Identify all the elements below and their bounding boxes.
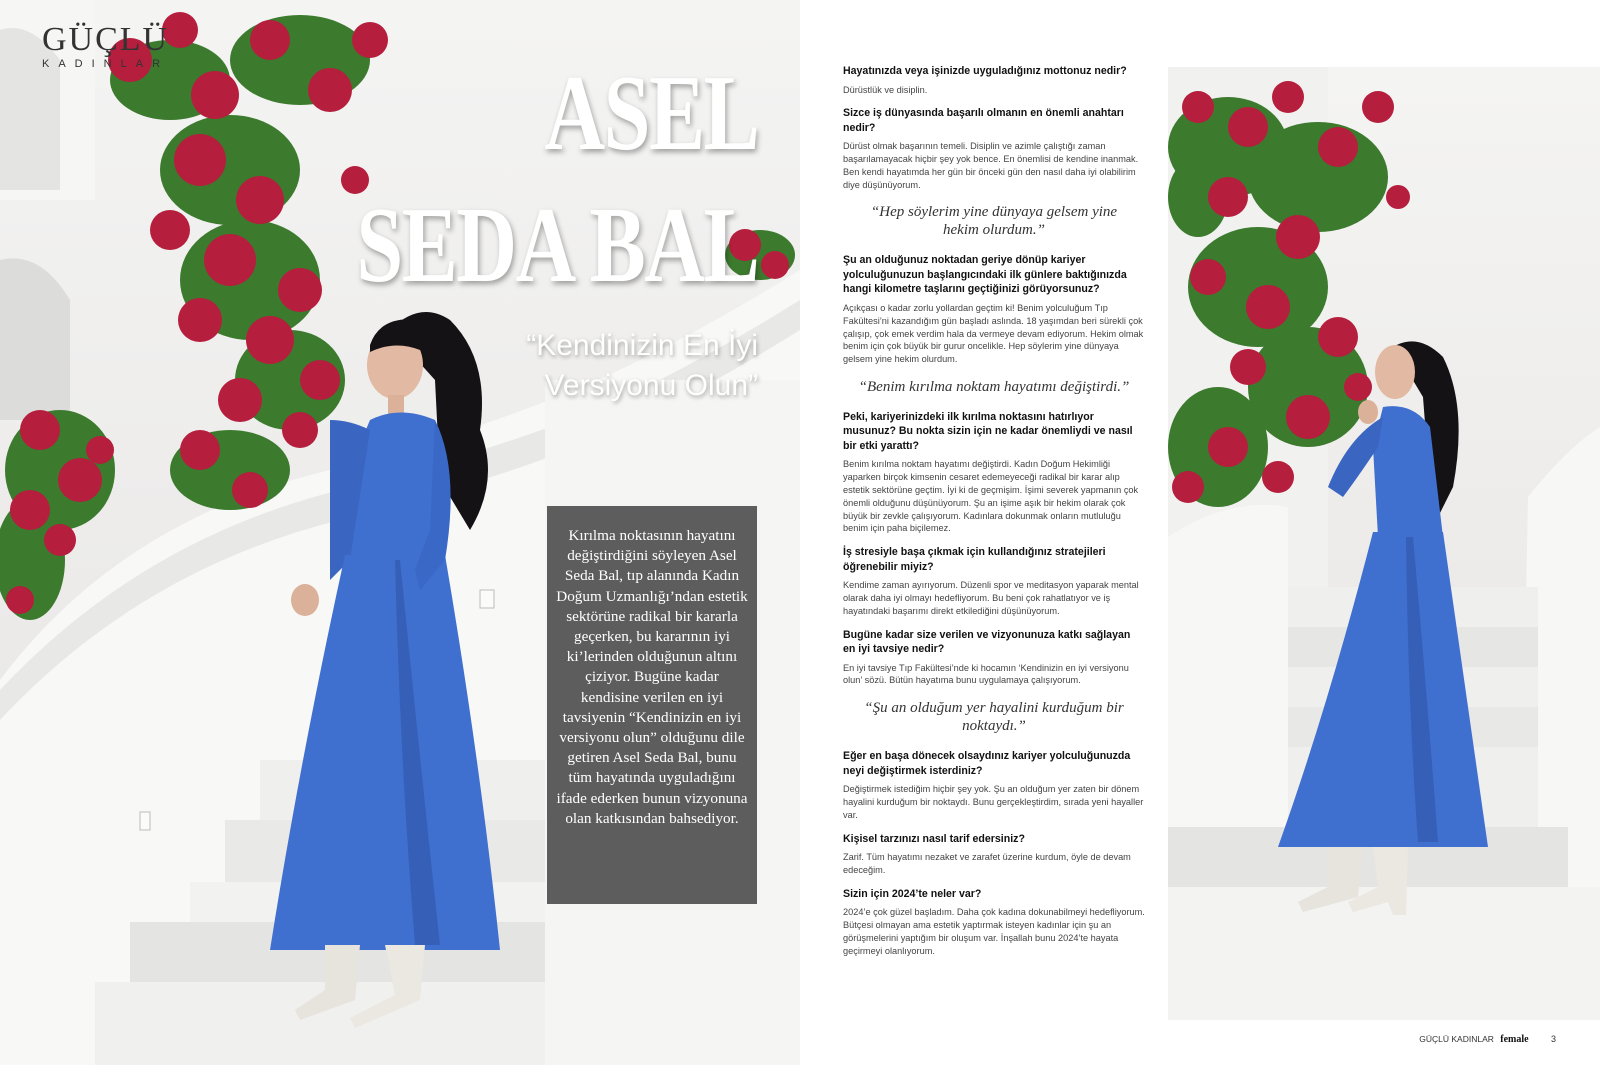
intro-box: Kırılma noktasının hayatını değiştirdiğini söyleyen Asel Seda Bal, tıp alanında Kadın Doğum Uzmanlığı’ndan estetik sektörüne radikal bir kararla geçerken, bu kararının iyi ki’lerinden olduğunun altını çiziyor. Bugüne kadar kendisine verilen en iyi tavsiyenin “Kendinizin en iyi versiyonu olun” olduğunu dile getiren Asel Seda Bal, bunu tüm hayatında uyguladığını ifade ederken bunun vizyonuna olan katkısından bahsediyor. xyxy=(547,506,757,904)
qa-block xyxy=(843,64,1145,96)
page-footer xyxy=(1419,1034,1556,1045)
answer: Zarif. Tüm hayatımı nezaket ve zarafet üzerine kurdum, öyle de devam edeceğim. xyxy=(843,852,1131,875)
logo-line2: KADINLAR xyxy=(42,58,170,70)
feature-title xyxy=(356,48,758,312)
question: Eğer en başa dönecek olsaydınız kariyer yolculuğunuzda neyi değiştirmek isterdiniz? xyxy=(843,750,1131,777)
feature-subtitle: “Kendinizin En İyi Versiyonu Olun” xyxy=(526,329,758,402)
question: İş stresiyle başa çıkmak için kullandığınız stratejileri öğrenebilir miyiz? xyxy=(843,546,1106,573)
footer-magazine: GÜÇLÜ KADINLAR xyxy=(1419,1034,1494,1044)
qa-block xyxy=(843,749,1145,821)
qa-block xyxy=(843,887,1145,958)
question: Şu an olduğunuz noktadan geriye dönüp kariyer yolculuğunuzun başlangıcındaki ilk günlere baktığınızda hangi kilometre taşlarını geçtiğinizi görüyorsunuz? xyxy=(843,254,1127,296)
page-number: 3 xyxy=(1550,1034,1556,1044)
answer: 2024’e çok güzel başladım. Daha çok kadına dokunabilmeyi hedefliyorum. Bütçesi olmayan ama estetik yaptırmak isteyen kadınlar için şu an görüşmelerini yaptığım bir oluşum var. İnşallah bunu 2024’te hayata geçirmeyi olanlıyorum. xyxy=(843,907,1145,956)
title-line2: SEDA BAL xyxy=(356,186,758,305)
qa-block xyxy=(843,545,1145,617)
question: Hayatınızda veya işinizde uyguladığınız mottonuz nedir? xyxy=(843,65,1127,77)
answer: En iyi tavsiye Tıp Fakültesi’nde ki hocamın ‘Kendinizin en iyi versiyonu olun’ sözü. Bütün hayatıma bunu uygulamaya çalışıyorum. xyxy=(843,662,1129,686)
question: Sizce iş dünyasında başarılı olmanın en önemli anahtarı nedir? xyxy=(843,107,1124,134)
qa-block xyxy=(843,832,1145,877)
pull-quote: “Hep söylerim yine dünyaya gelsem yine hekim olurdum.” xyxy=(870,204,1118,239)
answer: Değiştirmek istediğim hiçbir şey yok. Şu an olduğum yer zaten bir dönem hayalini kurduğum bir noktaydı. Bunu gerçekleştirdim, sırada yeni hayaller var. xyxy=(843,784,1144,820)
qa-block xyxy=(843,253,1145,365)
answer: Açıkçası o kadar zorlu yollardan geçtim ki! Benim yolculuğum Tıp Fakültesi’ni kazandığım gün başladı aslında. 18 yaşımdan beri sürekli çok çalışıp, çok emek verdim hala da vermeye devam ediyorum. Hekim olmak benim için çok büyük bir gurur onceliklе. Hep söylerim yine dünyaya gelsem yine hekim olurdum. xyxy=(843,302,1144,365)
qa-block xyxy=(843,410,1145,535)
answer: Dürüstlük ve disiplin. xyxy=(843,84,928,95)
interview-column xyxy=(843,64,1145,967)
qa-block xyxy=(843,628,1145,688)
footer-brand: female xyxy=(1500,1034,1529,1045)
answer: Kendime zaman ayırıyorum. Düzenli spor ve meditasyon yaparak mental olarak daha iyi olmayı hedefliyorum. Bu beni çok rahatlatıyor ve iş hayatındaki başarımı direkt etkilediğini düşünüyorum. xyxy=(843,580,1139,616)
question: Sizin için 2024’te neler var? xyxy=(843,887,982,900)
answer: Benim kırılma noktam hayatımı değiştirdi. Kadın Doğum Hekimliği yaparken birçok kimsenin cesaret edemeyeceği radikal bir karar alıp estetik sektörüne geçtim. İyi ki de geçmişim. İşimi severek yapmanın çok önemli olduğunu düşünüyorum. Şu an işime aşık bir hekim olarak çok büyük bir zevkle çalışıyorum. Kadınlara dokunmak onların mutluluğu benim için paha biçilemez. xyxy=(843,459,1139,534)
question: Kişisel tarzınızı nasıl tarif edersiniz? xyxy=(843,832,1025,845)
question: Bugüne kadar size verilen ve vizyonunuza katkı sağlayan en iyi tavsiye nedir? xyxy=(843,628,1131,656)
side-photo-image xyxy=(1168,67,1600,1020)
title-line1: ASEL xyxy=(544,54,758,173)
answer: Dürüst olmak başarının temeli. Disiplin ve azimle çalıştığı zaman başarılamayacak hiçbir şey yok bence. En önemlisi de kendine inanmak. Ben kendi hayatımda her gün bir önceki gün den nasıl daha iyi olabilirim diye düşünüyorum. xyxy=(843,141,1139,190)
qa-block xyxy=(843,106,1145,191)
question: Peki, kariyerinizdeki ilk kırılma noktasını hatırlıyor musunuz? Bu nokta sizin için ne kadar önemliydi ve nasıl bir etki yarattı? xyxy=(843,410,1133,452)
pull-quote: “Benim kırılma noktam hayatımı değiştirdi.” xyxy=(858,378,1130,395)
magazine-logo xyxy=(42,22,169,70)
logo-line1: GÜÇLÜ xyxy=(42,21,170,58)
pull-quote: “Şu an olduğum yer hayalini kurduğum bir noktaydı.” xyxy=(864,700,1124,735)
side-photo xyxy=(1168,67,1600,1020)
